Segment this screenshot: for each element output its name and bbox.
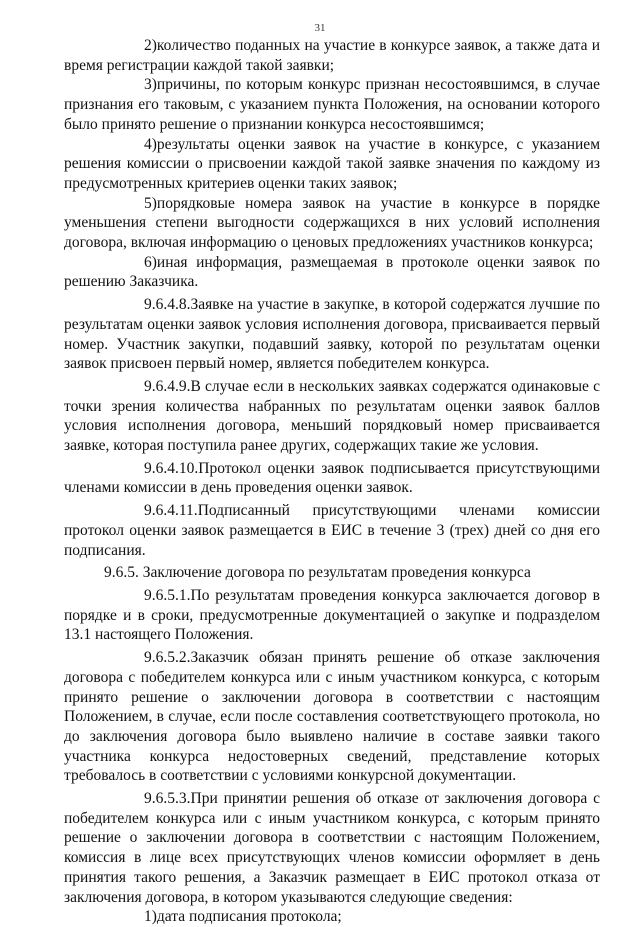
item-text: порядковые номера заявок на участие в конкурсе в порядке уменьшения степени выгодности содержащихся в них условий исполнения договора, включая информацию о ценовых предложениях участников конкурса; — [64, 194, 600, 252]
item-text: результаты оценки заявок на участие в конкурсе, с указанием решения комиссии о присвоении каждой такой заявке значения по каждому из предусмотренных критериев оценки таких заявок; — [64, 135, 600, 192]
clause-number: 9.6.4.8. — [144, 296, 191, 314]
clause-text: По результатам проведения конкурса заключается договор в порядке и в сроки, предусмотренные документацией о закупке и подразделом 13.1 настоящего Положения. — [64, 586, 600, 644]
clause-number: 9.6.4.10. — [144, 459, 199, 477]
clause-number: 9.6.4.9. — [144, 377, 191, 395]
list-item-3 — [64, 75, 600, 134]
list-item-6 — [64, 253, 600, 292]
clause-text: Подписанный присутствующими членами комиссии протокол оценки заявок размещается в ЕИС в течение 3 (трех) дней со дня его подписания. — [64, 502, 600, 559]
clause-number: 9.6.5.3. — [144, 790, 191, 808]
item-number: 4) — [144, 135, 157, 153]
document-body — [64, 36, 600, 927]
clause-text: При принятии решения об отказе от заключения договора с победителем конкурса или с иным участником конкурса, с которым принято решение о заключении договора в соответствии с настоящим Положением, комиссия в лице всех присутствующих членов комиссии оформляет в день принятия такого решения, а Заказчик размещает в ЕИС протокол отказа от заключения договора, в котором указываются следующие сведения: — [64, 790, 600, 906]
item-number: 1) — [144, 908, 157, 926]
clause-text: Заказчик обязан принять решение об отказе заключения договора с победителем конкурса или с иным участником конкурса, с которым принято решение о заключении договора в соответствии с настоящим Положением, в случае, если после составления соответствующего протокола, но до заключения договора было выявлено наличие в составе заявки такого участника конкурса недостоверных сведений, представление которых требовалось в соответствии с условиями конкурсной документации. — [64, 649, 600, 785]
clause-9-6-5-2 — [64, 648, 600, 786]
clause-9-6-4-10 — [64, 459, 600, 498]
section-heading-9-6-5 — [64, 563, 600, 583]
clause-number: 9.6.4.11. — [144, 502, 198, 520]
list-item-1 — [64, 907, 600, 927]
clause-text: В случае если в нескольких заявках содержатся одинаковые с точки зрения количества набранных по результатам оценки заявок баллов условия исполнения договора, меньший порядковый номер присваивается заявке, которая поступила ранее других, содержащих такие же условия. — [64, 377, 600, 455]
clause-9-6-4-8 — [64, 295, 600, 374]
clause-9-6-4-9 — [64, 377, 600, 456]
page-number: 31 — [314, 22, 326, 34]
item-number: 5) — [144, 194, 157, 212]
list-item-5 — [64, 194, 600, 253]
clause-text: Протокол оценки заявок подписывается присутствующими членами комиссии в день проведения оценки заявок. — [64, 459, 600, 497]
list-item-2 — [64, 36, 600, 75]
clause-9-6-5-3 — [64, 789, 600, 907]
clause-9-6-4-11 — [64, 501, 600, 560]
item-text: количество поданных на участие в конкурсе заявок, а также дата и время регистрации каждой такой заявки; — [64, 37, 600, 74]
clause-text: Заявке на участие в закупке, в которой содержатся лучшие по результатам оценки заявок условия исполнения договора, присваивается первый номер. Участник закупки, подавший заявку, которой по результатам оценки заявок присвоен первый номер, является победителем конкурса. — [64, 296, 600, 373]
list-item-4 — [64, 135, 600, 194]
item-text: дата подписания протокола; — [156, 908, 342, 926]
item-number: 3) — [144, 76, 157, 94]
clause-number: 9.6.5.1. — [144, 586, 191, 604]
item-number: 6) — [144, 253, 157, 271]
section-heading-text: 9.6.5. Заключение договора по результатам проведения конкурса — [104, 564, 531, 582]
clause-number: 9.6.5.2. — [144, 649, 191, 667]
item-text: иная информация, размещаемая в протоколе оценки заявок по решению Заказчика. — [64, 253, 600, 291]
item-number: 2) — [144, 37, 157, 54]
clause-9-6-5-1 — [64, 586, 600, 645]
item-text: причины, по которым конкурс признан несостоявшимся, в случае признания его таковым, с указанием пункта Положения, на основании которого было принято решение о признании конкурса несостоявшимся; — [64, 76, 600, 133]
